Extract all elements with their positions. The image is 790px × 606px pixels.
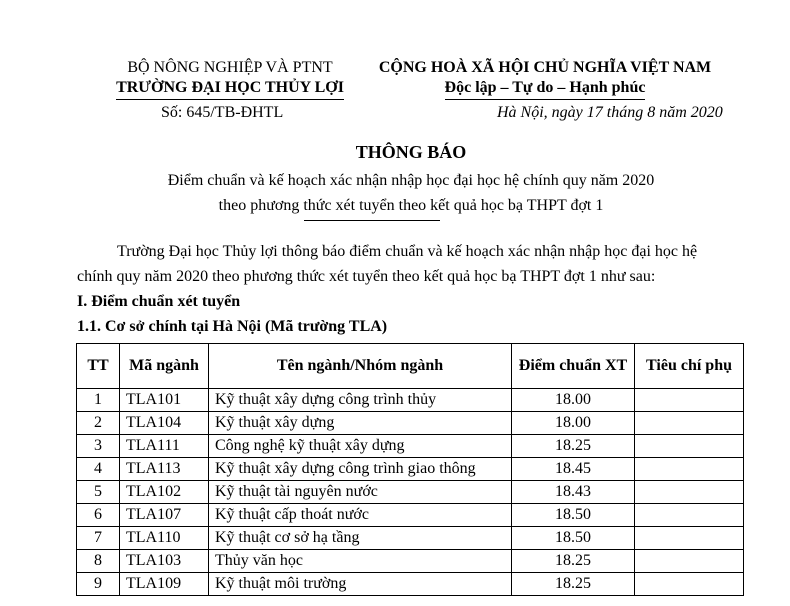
cell-admission-score: 18.43 bbox=[512, 481, 635, 504]
cell-tt: 8 bbox=[77, 550, 120, 573]
cell-major-name: Kỹ thuật xây dựng bbox=[209, 412, 512, 435]
intro-paragraph-line-2: chính quy năm 2020 theo phương thức xét tuyển theo kết quả học bạ THPT đợt 1 như sau: bbox=[77, 268, 656, 285]
cell-admission-score: 18.00 bbox=[512, 389, 635, 412]
national-heading-block bbox=[360, 58, 730, 100]
cell-major-code: TLA104 bbox=[120, 412, 209, 435]
cell-major-name: Công nghệ kỹ thuật xây dựng bbox=[209, 435, 512, 458]
table-row bbox=[77, 573, 744, 596]
cell-tt: 5 bbox=[77, 481, 120, 504]
cell-sub-criteria bbox=[635, 527, 744, 550]
table-row bbox=[77, 527, 744, 550]
cell-admission-score: 18.25 bbox=[512, 573, 635, 596]
cell-major-code: TLA107 bbox=[120, 504, 209, 527]
cell-sub-criteria bbox=[635, 412, 744, 435]
cell-tt: 4 bbox=[77, 458, 120, 481]
cell-major-name: Kỹ thuật cấp thoát nước bbox=[209, 504, 512, 527]
cell-admission-score: 18.45 bbox=[512, 458, 635, 481]
motto-text: Độc lập – Tự do – Hạnh phúc bbox=[445, 78, 646, 100]
cell-tt: 9 bbox=[77, 573, 120, 596]
cell-major-name: Kỹ thuật cơ sở hạ tầng bbox=[209, 527, 512, 550]
cell-admission-score: 18.50 bbox=[512, 527, 635, 550]
university-name-text: TRƯỜNG ĐẠI HỌC THỦY LỢI bbox=[116, 78, 344, 100]
admission-score-table bbox=[76, 343, 744, 596]
cell-tt: 2 bbox=[77, 412, 120, 435]
cell-major-code: TLA110 bbox=[120, 527, 209, 550]
cell-tt: 3 bbox=[77, 435, 120, 458]
table-row bbox=[77, 481, 744, 504]
table-header-row bbox=[77, 344, 744, 389]
cell-sub-criteria bbox=[635, 389, 744, 412]
cell-admission-score: 18.25 bbox=[512, 550, 635, 573]
document-title: THÔNG BÁO bbox=[355, 142, 467, 162]
cell-sub-criteria bbox=[635, 504, 744, 527]
cell-major-code: TLA111 bbox=[120, 435, 209, 458]
cell-tt: 7 bbox=[77, 527, 120, 550]
cell-major-name: Thủy văn học bbox=[209, 550, 512, 573]
university-name bbox=[90, 78, 370, 100]
cell-major-code: TLA109 bbox=[120, 573, 209, 596]
cell-sub-criteria bbox=[635, 573, 744, 596]
cell-sub-criteria bbox=[635, 435, 744, 458]
header-major-code: Mã ngành bbox=[120, 344, 209, 389]
section-1-1-heading: 1.1. Cơ sở chính tại Hà Nội (Mã trường TLA) bbox=[77, 318, 388, 335]
header-admission-score: Điểm chuẩn XT bbox=[512, 344, 635, 389]
cell-sub-criteria bbox=[635, 481, 744, 504]
cell-major-code: TLA102 bbox=[120, 481, 209, 504]
cell-admission-score: 18.50 bbox=[512, 504, 635, 527]
subtitle-line-2: theo phương thức xét tuyển theo kết quả học bạ THPT đợt 1 bbox=[218, 197, 604, 214]
header-major-name: Tên ngành/Nhóm ngành bbox=[209, 344, 512, 389]
subtitle-line-1: Điểm chuẩn và kế hoạch xác nhận nhập học đại học hệ chính quy năm 2020 bbox=[167, 172, 655, 189]
cell-sub-criteria bbox=[635, 550, 744, 573]
cell-tt: 1 bbox=[77, 389, 120, 412]
cell-major-code: TLA101 bbox=[120, 389, 209, 412]
section-1-heading: I. Điểm chuẩn xét tuyển bbox=[77, 293, 241, 310]
subtitle-divider bbox=[304, 220, 440, 221]
cell-major-name: Kỹ thuật môi trường bbox=[209, 573, 512, 596]
cell-major-name: Kỹ thuật tài nguyên nước bbox=[209, 481, 512, 504]
cell-admission-score: 18.00 bbox=[512, 412, 635, 435]
header-sub-criteria: Tiêu chí phụ bbox=[635, 344, 744, 389]
cell-major-code: TLA113 bbox=[120, 458, 209, 481]
table-row bbox=[77, 458, 744, 481]
cell-tt: 6 bbox=[77, 504, 120, 527]
table-row bbox=[77, 412, 744, 435]
country-name: CỘNG HOÀ XÃ HỘI CHỦ NGHĨA VIỆT NAM bbox=[378, 59, 712, 76]
document-date: Hà Nội, ngày 17 tháng 8 năm 2020 bbox=[497, 104, 723, 121]
document-number: Số: 645/TB-ĐHTL bbox=[161, 104, 284, 121]
table-row bbox=[77, 550, 744, 573]
cell-admission-score: 18.25 bbox=[512, 435, 635, 458]
cell-major-code: TLA103 bbox=[120, 550, 209, 573]
table-row bbox=[77, 504, 744, 527]
cell-major-name: Kỹ thuật xây dựng công trình thủy bbox=[209, 389, 512, 412]
intro-paragraph-line-1: Trường Đại học Thủy lợi thông báo điểm chuẩn và kế hoạch xác nhận nhập học đại học hệ bbox=[117, 243, 698, 260]
table-row bbox=[77, 435, 744, 458]
table-row bbox=[77, 389, 744, 412]
motto bbox=[360, 78, 730, 100]
header-tt: TT bbox=[77, 344, 120, 389]
cell-major-name: Kỹ thuật xây dựng công trình giao thông bbox=[209, 458, 512, 481]
issuer-block bbox=[90, 58, 370, 100]
ministry-name: BỘ NÔNG NGHIỆP VÀ PTNT bbox=[127, 59, 333, 76]
cell-sub-criteria bbox=[635, 458, 744, 481]
